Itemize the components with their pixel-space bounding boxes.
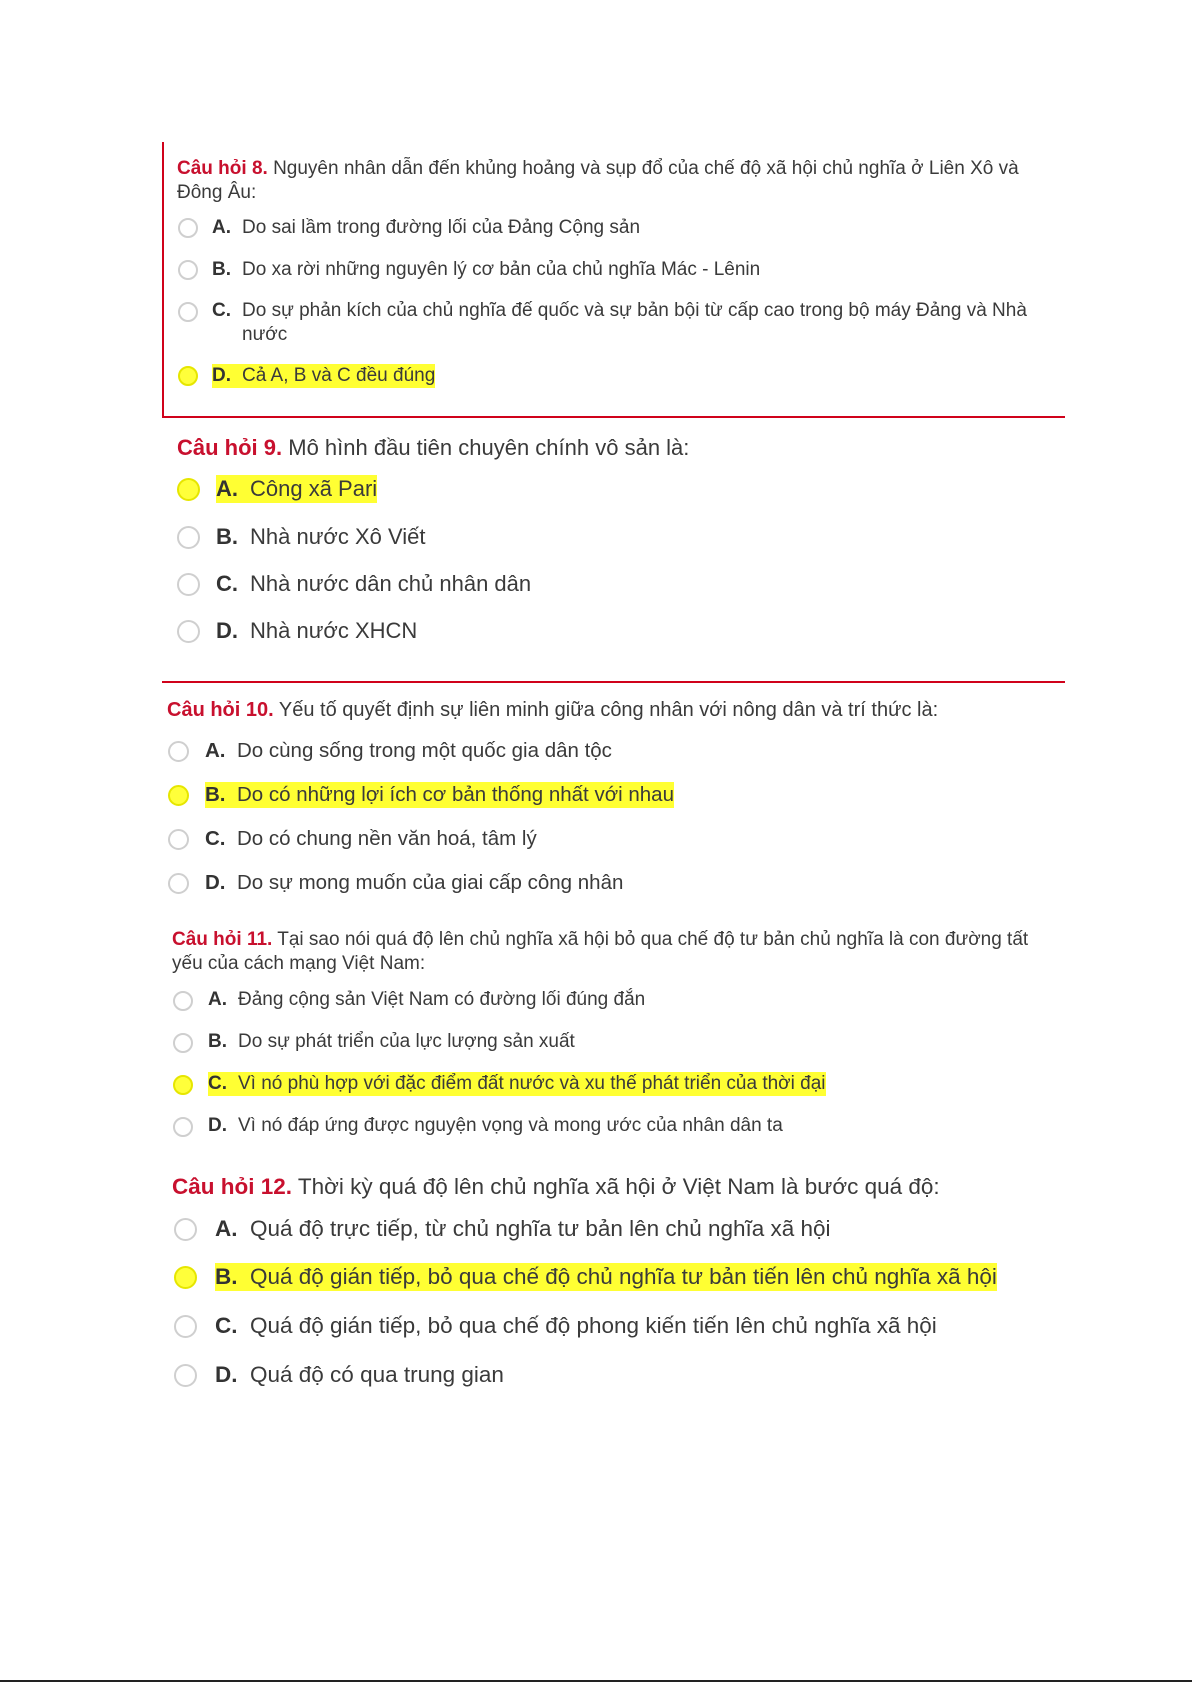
radio-icon[interactable]: [173, 1117, 193, 1137]
radio-icon[interactable]: [173, 1033, 193, 1053]
option-letter: D.: [216, 618, 238, 643]
divider-after-question-9: [162, 681, 1065, 683]
question-9-label: Câu hỏi 9.: [177, 435, 283, 460]
radio-icon[interactable]: [174, 1315, 197, 1338]
radio-icon[interactable]: [177, 526, 200, 549]
option-text: Quá độ có qua trung gian: [250, 1362, 504, 1387]
option-text: Đảng cộng sản Việt Nam có đường lối đúng đắn: [238, 989, 646, 1010]
option-text: Do sự phát triển của lực lượng sản xuất: [238, 1031, 575, 1052]
radio-icon[interactable]: [168, 829, 189, 850]
option-text-highlighted: Công xã Pari: [250, 476, 378, 501]
option-letter: B.: [205, 782, 237, 808]
option-letter: D.: [215, 1362, 238, 1387]
question-12-label: Câu hỏi 12.: [172, 1174, 293, 1199]
question-12-prompt: [172, 1173, 1067, 1201]
divider-after-question-8: [162, 416, 1065, 418]
option-letter: D.: [205, 871, 226, 894]
option-text-highlighted: Vì nó phù hợp với đặc điểm đất nước và xu thế phát triển của thời đại: [238, 1073, 826, 1094]
question-11-label: Câu hỏi 11.: [172, 929, 273, 950]
radio-icon[interactable]: [174, 1364, 197, 1387]
option-text: Nhà nước XHCN: [250, 618, 418, 643]
option-letter: D.: [208, 1115, 227, 1136]
radio-icon[interactable]: [168, 873, 189, 894]
question-8-text: Nguyên nhân dẫn đến khủng hoảng và sụp đổ của chế độ xã hội chủ nghĩa ở Liên Xô và Đông Âu:: [177, 158, 1019, 203]
option-text: Do cùng sống trong một quốc gia dân tộc: [237, 739, 612, 762]
option-text: Nhà nước Xô Viết: [250, 524, 426, 549]
option-text-highlighted: Cả A, B và C đều đúng: [242, 365, 436, 386]
option-letter: A.: [212, 217, 231, 238]
option-letter: A.: [205, 739, 226, 762]
option-letter: C.: [208, 1072, 238, 1096]
option-letter: A.: [215, 1216, 238, 1241]
option-text: Do xa rời những nguyên lý cơ bản của chủ nghĩa Mác - Lênin: [242, 259, 761, 280]
question-8-prompt: [177, 157, 1057, 205]
radio-icon[interactable]: [177, 620, 200, 643]
option-letter: C.: [212, 300, 231, 321]
option-letter: D.: [212, 364, 242, 388]
option-text-highlighted: Do có những lợi ích cơ bản thống nhất với nhau: [237, 783, 674, 806]
radio-icon[interactable]: [178, 302, 198, 322]
option-letter: B.: [208, 1031, 227, 1052]
option-letter: C.: [215, 1313, 238, 1338]
option-letter: C.: [205, 827, 226, 850]
option-text: Vì nó đáp ứng được nguyện vọng và mong ước của nhân dân ta: [238, 1115, 783, 1136]
question-10-prompt: [167, 698, 1057, 723]
option-text: Quá độ gián tiếp, bỏ qua chế độ phong kiến tiến lên chủ nghĩa xã hội: [250, 1313, 937, 1338]
radio-icon[interactable]: [174, 1218, 197, 1241]
radio-selected-icon[interactable]: [177, 478, 200, 501]
radio-selected-icon[interactable]: [174, 1266, 197, 1289]
question-10-text: Yếu tố quyết định sự liên minh giữa công nhân với nông dân và trí thức là:: [278, 699, 939, 721]
radio-selected-icon[interactable]: [178, 366, 198, 386]
question-11-prompt: [172, 928, 1057, 976]
question-11-text: Tại sao nói quá độ lên chủ nghĩa xã hội bỏ qua chế độ tư bản chủ nghĩa là con đường tất yếu của cách mạng Việt Nam:: [172, 929, 1029, 974]
option-letter: C.: [216, 571, 238, 596]
radio-selected-icon[interactable]: [173, 1075, 193, 1095]
option-letter: B.: [215, 1263, 250, 1291]
option-text: Do có chung nền văn hoá, tâm lý: [237, 827, 537, 850]
question-9-text: Mô hình đầu tiên chuyên chính vô sản là:: [288, 435, 690, 460]
radio-icon[interactable]: [177, 573, 200, 596]
question-8-label: Câu hỏi 8.: [177, 158, 268, 179]
page-bottom-border: [0, 1680, 1192, 1682]
question-10-label: Câu hỏi 10.: [167, 699, 274, 721]
option-text-highlighted: Quá độ gián tiếp, bỏ qua chế độ chủ nghĩa tư bản tiến lên chủ nghĩa xã hội: [250, 1263, 997, 1291]
option-letter: A.: [208, 989, 227, 1010]
option-letter: B.: [212, 259, 231, 280]
radio-icon[interactable]: [168, 741, 189, 762]
option-text: Quá độ trực tiếp, từ chủ nghĩa tư bản lên chủ nghĩa xã hội: [250, 1216, 831, 1241]
question-12-text: Thời kỳ quá độ lên chủ nghĩa xã hội ở Việt Nam là bước quá độ:: [297, 1174, 940, 1199]
option-letter: B.: [216, 524, 238, 549]
option-letter: A.: [216, 475, 250, 503]
option-text: Do sự phản kích của chủ nghĩa đế quốc và sự bản bội từ cấp cao trong bộ máy Đảng và Nhà nước: [242, 300, 1027, 345]
option-text: Do sai lầm trong đường lối của Đảng Cộng sản: [242, 217, 641, 238]
radio-icon[interactable]: [178, 218, 198, 238]
option-text: Nhà nước dân chủ nhân dân: [250, 571, 532, 596]
option-text: Do sự mong muốn của giai cấp công nhân: [237, 871, 624, 894]
radio-selected-icon[interactable]: [168, 785, 189, 806]
question-9-prompt: [177, 434, 1057, 462]
question-8-left-border: [162, 142, 164, 418]
radio-icon[interactable]: [178, 260, 198, 280]
radio-icon[interactable]: [173, 991, 193, 1011]
